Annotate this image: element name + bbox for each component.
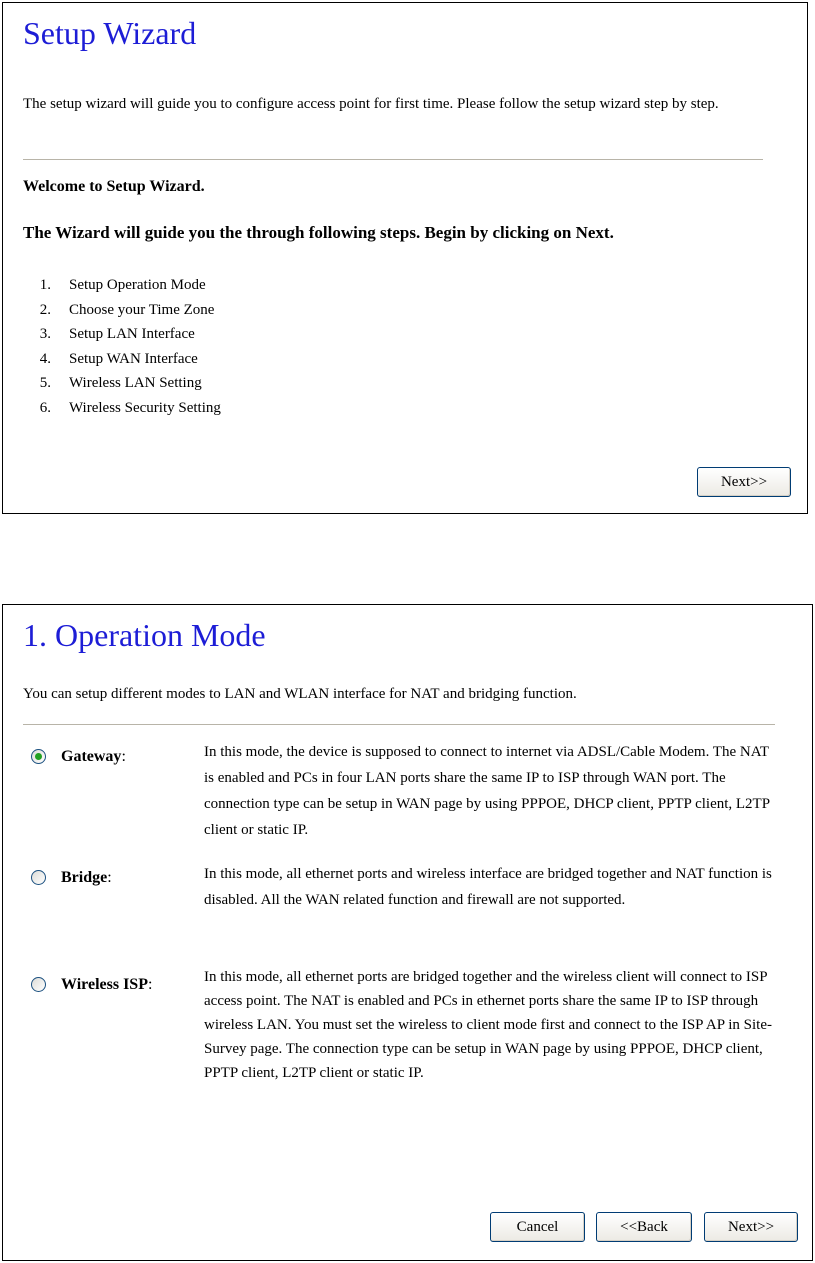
wizard-intro-text: The setup wizard will guide you to configure access point for first time. Please follow the setup wizard step by step. xyxy=(23,96,719,112)
page-title: 1. Operation Mode xyxy=(23,617,266,653)
divider xyxy=(23,159,763,160)
gateway-radio[interactable] xyxy=(31,749,46,764)
next-button[interactable]: Next>> xyxy=(697,467,791,497)
list-item: 4. Setup WAN Interface xyxy=(39,350,198,367)
list-item: 3. Setup LAN Interface xyxy=(39,326,195,342)
list-item: 5. Wireless LAN Setting xyxy=(39,375,202,391)
welcome-heading: Welcome to Setup Wizard. xyxy=(23,178,205,195)
divider xyxy=(23,724,775,725)
bridge-radio[interactable] xyxy=(31,870,46,885)
bridge-description: In this mode, all ethernet ports and wireless interface are bridged together and NAT function is disabled. All the WAN related function and firewall are not supported. xyxy=(204,866,772,908)
guide-heading: The Wizard will guide you the through following steps. Begin by clicking on Next. xyxy=(23,223,614,242)
next-button[interactable]: Next>> xyxy=(704,1212,798,1242)
wireless-isp-label[interactable]: Wireless ISP: xyxy=(61,976,153,993)
list-item: 6. Wireless Security Setting xyxy=(39,399,221,416)
list-item: 2. Choose your Time Zone xyxy=(39,301,215,318)
page-title: Setup Wizard xyxy=(23,15,197,51)
wireless-isp-description: In this mode, all ethernet ports are bridged together and the wireless client will connect to ISP access point. The NAT is enabled and PCs in ethernet ports share the same IP to ISP through wireless LAN. You must set the wireless to client mode first and connect to the ISP AP in Site-Survey page. The connection type can be setup in WAN page by using PPPOE, DHCP client, PPTP client, L2TP client or static IP. xyxy=(204,969,772,1081)
gateway-description: In this mode, the device is supposed to connect to internet via ADSL/Cable Modem. The NAT is enabled and PCs in four LAN ports share the same IP to ISP through WAN port. The connection type can be setup in WAN page by using PPPOE, DHCP client, PPTP client, L2TP client or static IP. xyxy=(204,744,770,838)
wizard-steps-list xyxy=(19,273,221,420)
wireless-isp-radio[interactable] xyxy=(31,977,46,992)
gateway-label[interactable]: Gateway: xyxy=(61,748,126,765)
bridge-label[interactable]: Bridge: xyxy=(61,869,112,886)
setup-wizard-panel xyxy=(2,2,808,514)
radio-selected-dot xyxy=(35,753,42,760)
opmode-intro-text: You can setup different modes to LAN and WLAN interface for NAT and bridging function. xyxy=(23,686,577,702)
operation-mode-panel xyxy=(2,604,813,1261)
back-button[interactable]: <<Back xyxy=(596,1212,692,1242)
cancel-button[interactable]: Cancel xyxy=(490,1212,585,1242)
list-item: 1. Setup Operation Mode xyxy=(39,277,206,293)
